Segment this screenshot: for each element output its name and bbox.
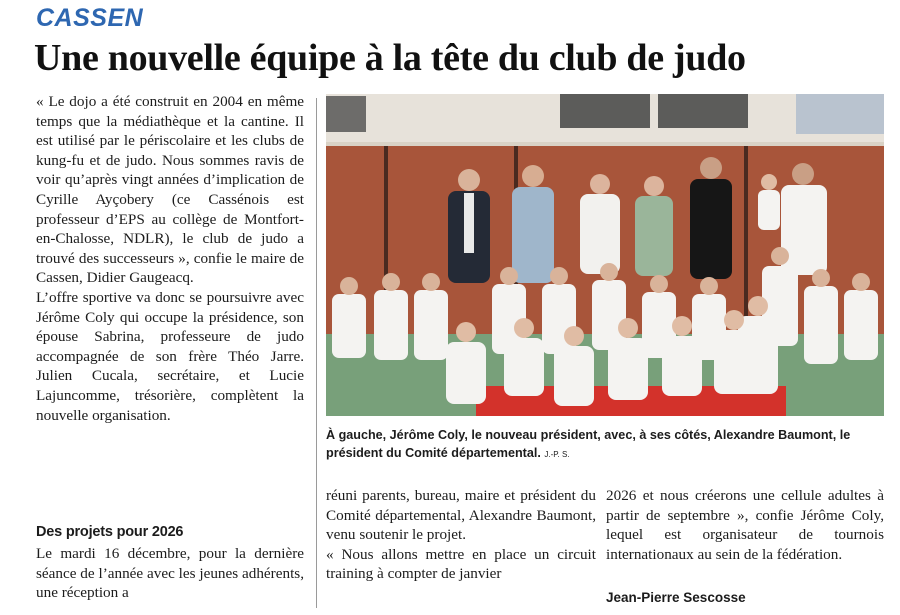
paragraph: « Le dojo a été construit en 2004 en même temps que la médiathèque et la cantine. Il est utilisé par le périscolaire et les clubs de kung-fu et de judo. Nous sommes ravis de voir qu’après vingt années d’implication de Cyrille Ayçobery (ce Cassénois est professeur d’EPS au collège de Montfort-en-Chalosse, NDLR), le club de judo a trouvé des successeurs », confie le maire de Cassen, Didier Gaugeacq.	[36, 93, 304, 287]
article-headline: Une nouvelle équipe à la tête du club de judo	[34, 37, 746, 79]
team-photo	[326, 94, 884, 416]
paragraph: L’offre sportive va donc se poursuivre avec Jérôme Coly qui occupe la présidence, son épouse Sabrina, professeure de judo accompagnée de son frère Théo Jarre. Julien Cucala, secrétaire, et Lucie Lajuncomme, trésorière, complètent la nouvelle organisation.	[36, 288, 304, 424]
article-column-left-continued	[36, 544, 304, 603]
article-subhead: Des projets pour 2026	[36, 524, 184, 540]
article-column-left	[36, 92, 304, 425]
paragraph: 2026 et nous créerons une cellule adultes à partir de septembre », confie Jérôme Coly, lequel est organisateur de tournois internationaux au sein de la fédération.	[606, 487, 884, 563]
section-kicker: CASSEN	[36, 4, 144, 32]
photo-credit: J.-P. S.	[544, 450, 570, 459]
team-photo-illustration	[326, 94, 884, 416]
photo-caption	[326, 426, 884, 464]
paragraph: « Nous allons mettre en place un circuit training à compter de janvier	[326, 545, 596, 583]
article-column-right	[606, 486, 884, 564]
column-divider	[316, 98, 317, 608]
article-column-middle	[326, 486, 596, 584]
paragraph: réuni parents, bureau, maire et président du Comité départemental, Alexandre Baumont, venu soutenir le projet.	[326, 487, 596, 544]
author-signature: Jean-Pierre Sescosse	[606, 590, 746, 605]
caption-text: À gauche, Jérôme Coly, le nouveau président, avec, à ses côtés, Alexandre Baumont, le président du Comité départemental.	[326, 428, 851, 460]
paragraph: Le mardi 16 décembre, pour la dernière séance de l’année avec les jeunes adhérents, une réception a	[36, 545, 304, 602]
